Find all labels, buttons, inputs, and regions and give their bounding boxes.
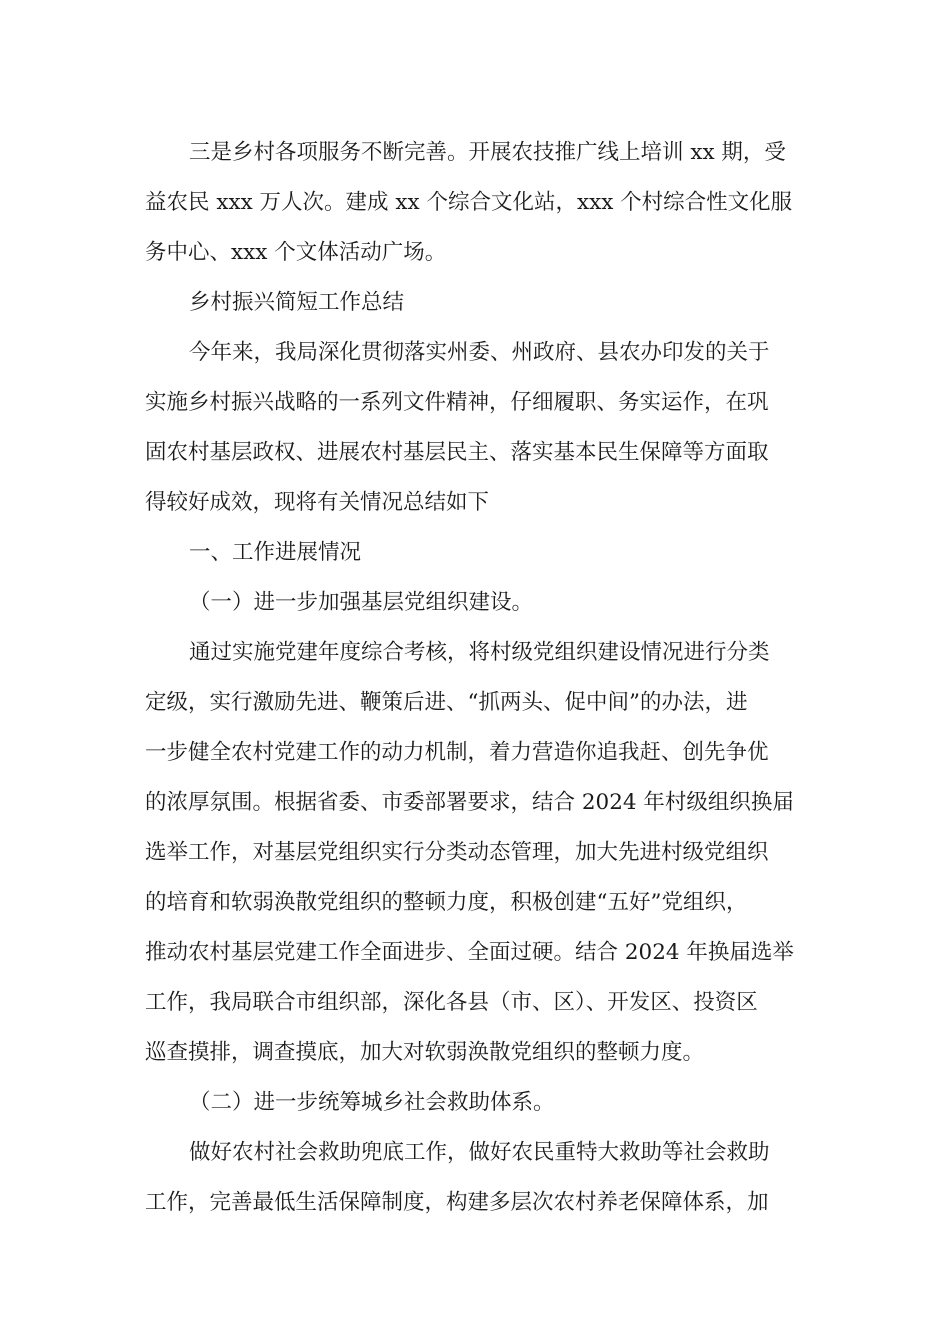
text-line: 一步健全农村党建工作的动力机制，着力营造你追我赶、创先争优 — [145, 740, 769, 765]
text-line: 定级，实行激励先进、鞭策后进、“抓两头、促中间”的办法，进 — [145, 690, 748, 715]
text-line: 的培育和软弱涣散党组织的整顿力度，积极创建“五好”党组织， — [145, 890, 748, 915]
paragraph-intro — [145, 328, 807, 528]
text-line: 推动农村基层党建工作全面进步、全面过硬。结合 2024 年换届选举 — [145, 940, 794, 965]
paragraph-social-assistance — [145, 1128, 807, 1228]
text-line: 今年来，我局深化贯彻落实州委、州政府、县农办印发的关于 — [189, 340, 770, 365]
paragraph-party-building — [145, 628, 807, 1078]
subheading-social-assistance — [145, 1078, 807, 1128]
text-line: 一、工作进展情况 — [189, 540, 362, 565]
subheading-party-organization — [145, 578, 807, 628]
text-line: 务中心、xxx 个文体活动广场。 — [145, 240, 447, 265]
text-line: 做好农村社会救助兜底工作，做好农民重特大救助等社会救助 — [189, 1140, 770, 1165]
text-line: 得较好成效，现将有关情况总结如下 — [145, 490, 490, 515]
text-line: 固农村基层政权、进展农村基层民主、落实基本民生保障等方面取 — [145, 440, 769, 465]
text-line: （一）进一步加强基层党组织建设。 — [189, 590, 534, 615]
paragraph-rural-services — [145, 128, 807, 278]
text-line: 巡查摸排，调查摸底，加大对软弱涣散党组织的整顿力度。 — [145, 1040, 705, 1065]
text-line: 工作，我局联合市组织部，深化各县（市、区）、开发区、投资区 — [145, 990, 758, 1015]
text-line: 乡村振兴简短工作总结 — [189, 290, 405, 315]
section-title — [145, 278, 807, 328]
text-line: 益农民 xxx 万人次。建成 xx 个综合文化站，xxx 个村综合性文化服 — [145, 190, 793, 215]
text-line: 工作，完善最低生活保障制度，构建多层次农村养老保障体系，加 — [145, 1190, 769, 1215]
text-line: 实施乡村振兴战略的一系列文件精神，仔细履职、务实运作，在巩 — [145, 390, 769, 415]
heading-work-progress — [145, 528, 807, 578]
text-line: 三是乡村各项服务不断完善。开展农技推广线上培训 xx 期，受 — [189, 140, 786, 165]
text-line: 的浓厚氛围。根据省委、市委部署要求，结合 2024 年村级组织换届 — [145, 790, 794, 815]
text-line: 通过实施党建年度综合考核，将村级党组织建设情况进行分类 — [189, 640, 770, 665]
text-line: （二）进一步统筹城乡社会救助体系。 — [189, 1090, 555, 1115]
text-line: 选举工作，对基层党组织实行分类动态管理，加大先进村级党组织 — [145, 840, 769, 865]
